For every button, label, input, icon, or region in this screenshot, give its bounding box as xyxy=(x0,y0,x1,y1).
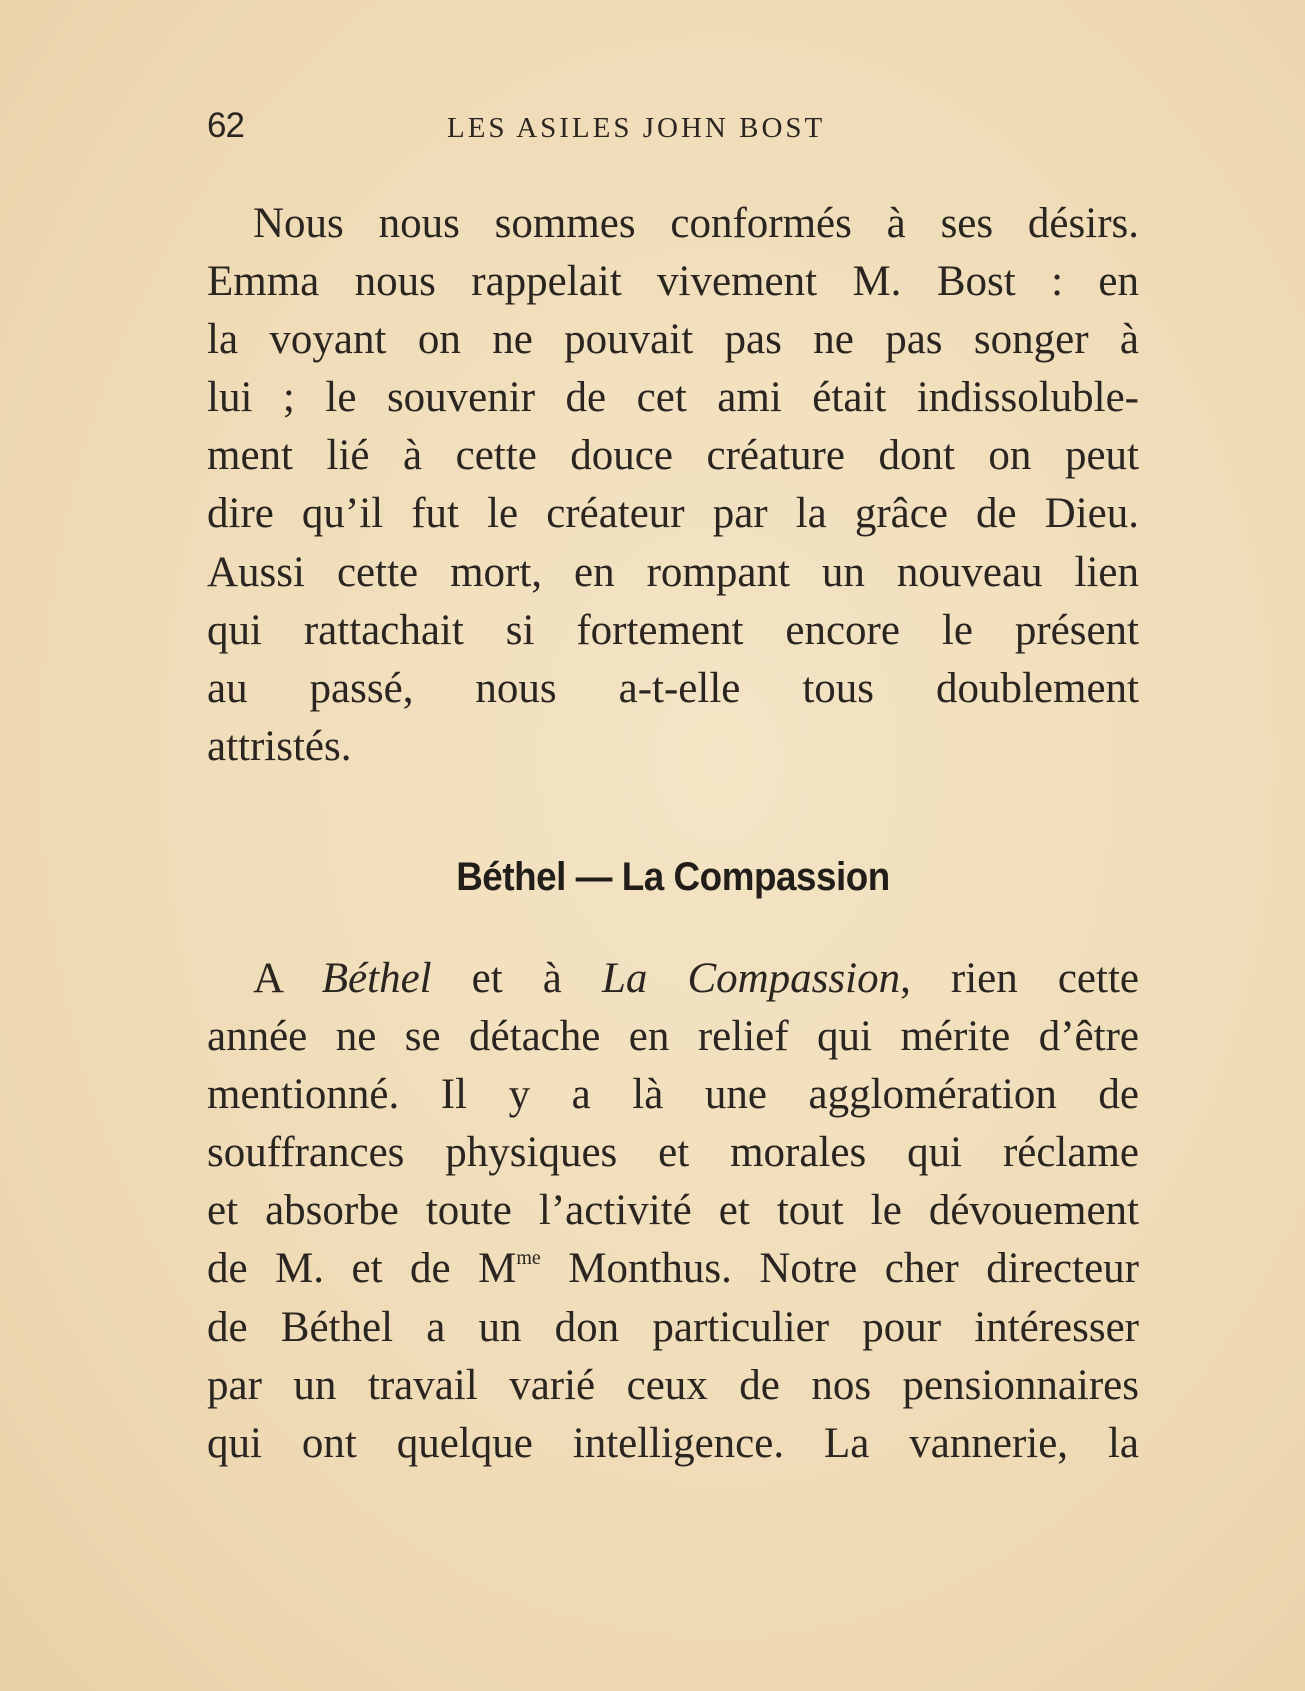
superscript-abbrev: me xyxy=(516,1247,541,1270)
text-line: Nous nous sommes conformés à ses désirs. xyxy=(253,200,1139,247)
text-line xyxy=(207,950,1139,1008)
page-number: 62 xyxy=(207,106,244,145)
text-line xyxy=(207,1240,1139,1298)
text-run: A xyxy=(253,955,322,1002)
running-title: LES ASILES JOHN BOST xyxy=(447,112,826,144)
italic-place-name: La Compassion xyxy=(601,955,901,1002)
text-line: et absorbe toute l’activité et tout le dévouement xyxy=(207,1187,1139,1235)
paragraph-1 xyxy=(207,195,1139,776)
text-line: de Béthel a un don particulier pour intéresser xyxy=(207,1303,1139,1351)
text-run: et à xyxy=(431,955,602,1002)
text-line: souffrances physiques et morales qui réclame xyxy=(207,1129,1139,1177)
text-line: ment lié à cette douce créature dont on peut xyxy=(207,432,1139,480)
text-line: Aussi cette mort, en rompant un nouveau lien xyxy=(207,548,1139,596)
text-line: au passé, nous a-t-elle tous doublement xyxy=(207,664,1139,712)
text-line: qui rattachait si fortement encore le présent xyxy=(207,606,1139,654)
text-run: de M. et de M xyxy=(207,1245,517,1293)
text-line: qui ont quelque intelligence. La vannerie, la xyxy=(207,1419,1139,1467)
text-line: lui ; le souvenir de cet ami était indissoluble- xyxy=(207,374,1139,422)
text-line: mentionné. Il y a là une agglomération de xyxy=(207,1071,1139,1119)
text-line: dire qu’il fut le créateur par la grâce de Dieu. xyxy=(207,490,1139,538)
text-line: Emma nous rappelait vivement M. Bost : en xyxy=(207,258,1139,306)
text-line: attristés. xyxy=(207,722,352,770)
italic-place-name: Béthel xyxy=(321,955,432,1002)
text-run: , rien cette xyxy=(900,955,1139,1002)
section-heading: Béthel — La Compassion xyxy=(456,855,890,899)
text-line: année ne se détache en relief qui mérite d’être xyxy=(207,1013,1139,1061)
text-run: Monthus. Notre cher directeur xyxy=(540,1245,1139,1293)
text-line: par un travail varié ceux de nos pensionnaires xyxy=(207,1361,1139,1409)
text-line: la voyant on ne pouvait pas ne pas songer à xyxy=(207,316,1139,364)
page-header xyxy=(207,106,1139,150)
paragraph-2 xyxy=(207,950,1139,1473)
